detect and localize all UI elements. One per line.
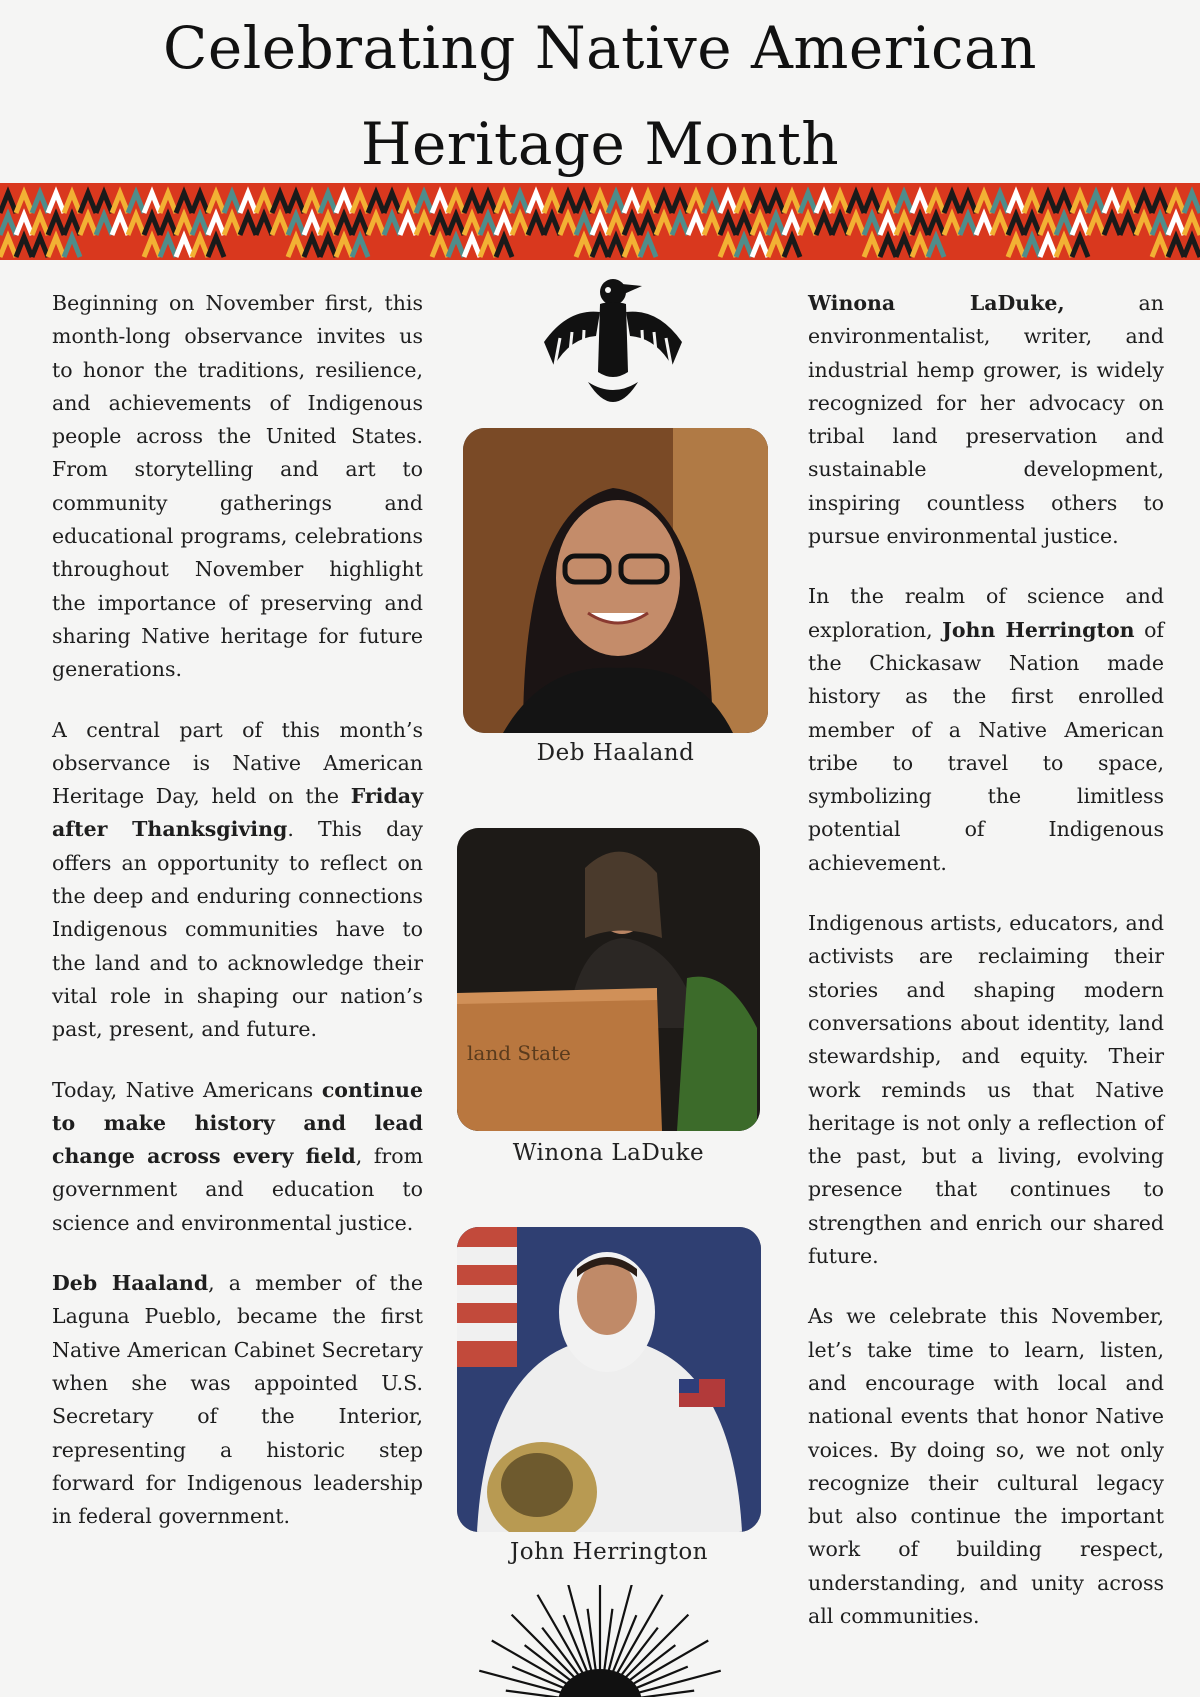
zigzag-banner	[0, 183, 1200, 260]
laduke-name: Winona LaDuke,	[808, 291, 1065, 315]
herrington-paragraph: In the realm of science and exploration, John Herrington of the Chickasaw Nation made history as the first enrolled member of a Native American tribe to travel to space, symbolizing the limitless potential of Indigenous achievement.	[808, 584, 1165, 875]
zigzag-pattern-icon	[0, 183, 1200, 260]
svg-text:land State: land State	[467, 1041, 571, 1065]
thunderbird-icon	[538, 272, 688, 414]
heritage-day-paragraph: A central part of this month’s observance is Native American Heritage Day, held on the Friday after Thanksgiving. This day offers an opportunity to reflect on the deep and enduring connections Indigenous communities have to the land and to acknowledge their vital role in shaping our nation’s past, present, and future.	[52, 717, 423, 1042]
astronaut-photo-icon	[457, 1227, 761, 1532]
closing-paragraph: As we celebrate this November, let’s take time to learn, listen, and encourage with local and national events that honor Native voices. By doing so, we not only recognize their cultural legacy but also continue the important work of building respect, understanding, and unity across all communities.	[808, 1304, 1164, 1628]
photo-caption: Winona LaDuke	[512, 1140, 705, 1166]
left-column	[52, 287, 423, 1560]
title-line-1: Celebrating Native American	[163, 14, 1037, 82]
herrington-name: John Herrington	[942, 617, 1135, 642]
right-column	[808, 287, 1164, 1660]
portrait-photo-icon	[463, 428, 768, 733]
heritage-day-date: Friday after Thanksgiving	[52, 784, 423, 842]
sunburst-icon	[470, 1585, 730, 1697]
podium-speaker-photo-icon	[457, 828, 760, 1131]
winona-laduke-photo	[457, 828, 760, 1131]
john-herrington-photo	[457, 1227, 761, 1532]
haaland-name: Deb Haaland	[52, 1271, 209, 1296]
deb-haaland-photo	[463, 428, 768, 733]
laduke-paragraph: Winona LaDuke, an environmentalist, writer, and industrial hemp grower, is widely recognized for her advocacy on tribal land preservation and sustainable development, inspiring countless others to pursue environmental justice.	[808, 291, 1164, 549]
history-emphasis: continue to make history and lead change across every field	[52, 1077, 423, 1169]
history-paragraph: Today, Native Americans continue to make history and lead change across every field, from government and education to science and environmental justice.	[52, 1077, 424, 1235]
page-title	[0, 0, 1200, 192]
photo-caption: Deb Haaland	[536, 740, 695, 766]
photo-caption: John Herrington	[510, 1539, 708, 1565]
haaland-paragraph: Deb Haaland, a member of the Laguna Pueblo, became the first Native American Cabinet Secretary when she was appointed U.S. Secretary of the Interior, representing a historic step forward for Indigenous leadership in federal government.	[52, 1271, 423, 1529]
title-line-2: Heritage Month	[360, 110, 840, 178]
artists-paragraph: Indigenous artists, educators, and activists are reclaiming their stories and shaping modern conversations about identity, land stewardship, and equity. Their work reminds us that Native heritage is not only a reflection of the past, but a living, evolving presence that continues to strengthen and enrich our shared future.	[808, 911, 1164, 1269]
intro-paragraph: Beginning on November first, this month-long observance invites us to honor the traditions, resilience, and achievements of Indigenous people across the United States. From storytelling and art to community gatherings and educational programs, celebrations throughout November highlight the importance of preserving and sharing Native heritage for future generations.	[52, 291, 423, 682]
